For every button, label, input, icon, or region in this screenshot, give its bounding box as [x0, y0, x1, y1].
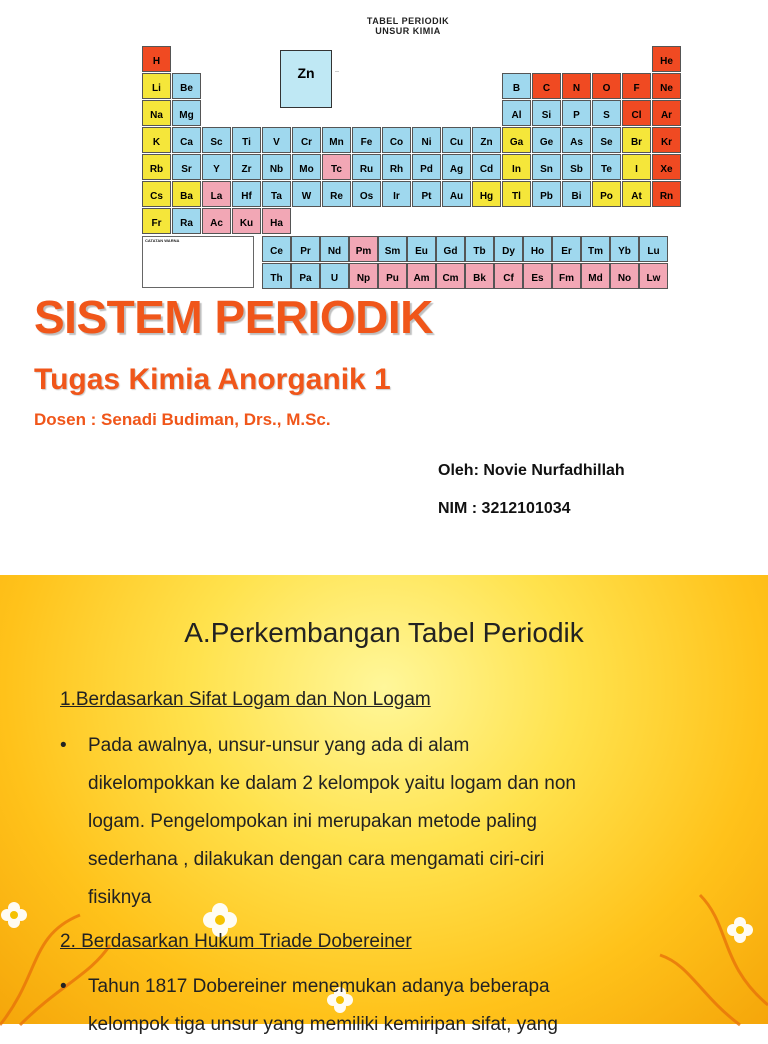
- author-line: Oleh: Novie Nurfadhillah: [438, 462, 625, 479]
- element-cell-zn: Zn: [472, 127, 501, 153]
- element-cell-se: Se: [592, 127, 621, 153]
- bullet-2-line-2: kelompok tiga unsur yang memiliki kemiripan sifat, yang: [88, 1014, 558, 1035]
- element-cell-rn: Rn: [652, 181, 681, 207]
- element-cell-tm: Tm: [581, 236, 610, 262]
- element-cell-ge: Ge: [532, 127, 561, 153]
- element-cell-nd: Nd: [320, 236, 349, 262]
- element-cell-pa: Pa: [291, 263, 320, 289]
- element-cell-y: Y: [202, 154, 231, 180]
- element-cell-ha: Ha: [262, 208, 291, 234]
- element-cell-ar: Ar: [652, 100, 681, 126]
- bullet-2: [60, 968, 720, 1044]
- element-cell-np: Np: [349, 263, 378, 289]
- element-cell-pd: Pd: [412, 154, 441, 180]
- element-cell-ca: Ca: [172, 127, 201, 153]
- element-cell-lu: Lu: [639, 236, 668, 262]
- element-cell-tb: Tb: [465, 236, 494, 262]
- element-cell-sc: Sc: [202, 127, 231, 153]
- element-cell-ga: Ga: [502, 127, 531, 153]
- element-cell-no: No: [610, 263, 639, 289]
- element-cell-cu: Cu: [442, 127, 471, 153]
- element-cell-rh: Rh: [382, 154, 411, 180]
- element-cell-ba: Ba: [172, 181, 201, 207]
- element-cell-v: V: [262, 127, 291, 153]
- element-cell-cd: Cd: [472, 154, 501, 180]
- element-cell-ni: Ni: [412, 127, 441, 153]
- element-cell-lw: Lw: [639, 263, 668, 289]
- bullet-1-line-4: sederhana , dilakukan dengan cara mengamati ciri-ciri: [88, 849, 545, 870]
- section-1-heading: 1.Berdasarkan Sifat Logam dan Non Logam: [60, 689, 431, 710]
- element-cell-o: O: [592, 73, 621, 99]
- element-cell-k: K: [142, 127, 171, 153]
- content-slide: [0, 575, 768, 1035]
- element-cell-te: Te: [592, 154, 621, 180]
- element-cell-ag: Ag: [442, 154, 471, 180]
- element-cell-zr: Zr: [232, 154, 261, 180]
- element-cell-tl: Tl: [502, 181, 531, 207]
- element-cell-h: H: [142, 46, 171, 72]
- element-cell-li: Li: [142, 73, 171, 99]
- element-cell-dy: Dy: [494, 236, 523, 262]
- element-cell-au: Au: [442, 181, 471, 207]
- element-cell-hf: Hf: [232, 181, 261, 207]
- slide-title: SISTEM PERIODIK: [34, 291, 433, 343]
- section-2-heading: 2. Berdasarkan Hukum Triade Dobereiner: [60, 931, 412, 952]
- element-cell-xe: Xe: [652, 154, 681, 180]
- bullet-1-line-3: logam. Pengelompokan ini merupakan metode paling: [88, 811, 537, 832]
- element-cell-os: Os: [352, 181, 381, 207]
- element-cell-cl: Cl: [622, 100, 651, 126]
- element-cell-he: He: [652, 46, 681, 72]
- element-cell-cm: Cm: [436, 263, 465, 289]
- nim-line: NIM : 3212101034: [438, 500, 571, 517]
- element-cell-la: La: [202, 181, 231, 207]
- element-cell-kr: Kr: [652, 127, 681, 153]
- element-cell-ac: Ac: [202, 208, 231, 234]
- element-cell-b: B: [502, 73, 531, 99]
- element-cell-tc: Tc: [322, 154, 351, 180]
- bullet-1: [60, 727, 720, 917]
- bullet-dot: •: [60, 735, 67, 756]
- element-cell-in: In: [502, 154, 531, 180]
- element-cell-sb: Sb: [562, 154, 591, 180]
- element-cell-cf: Cf: [494, 263, 523, 289]
- highlight-element-symbol: Zn: [297, 65, 315, 81]
- element-cell-es: Es: [523, 263, 552, 289]
- element-cell-f: F: [622, 73, 651, 99]
- element-cell-cr: Cr: [292, 127, 321, 153]
- element-cell-ne: Ne: [652, 73, 681, 99]
- element-cell-sn: Sn: [532, 154, 561, 180]
- element-cell-gd: Gd: [436, 236, 465, 262]
- element-cell-hg: Hg: [472, 181, 501, 207]
- element-cell-sr: Sr: [172, 154, 201, 180]
- element-cell-md: Md: [581, 263, 610, 289]
- element-cell-fm: Fm: [552, 263, 581, 289]
- element-cell-na: Na: [142, 100, 171, 126]
- element-cell-pb: Pb: [532, 181, 561, 207]
- element-cell-co: Co: [382, 127, 411, 153]
- element-cell-pu: Pu: [378, 263, 407, 289]
- bullet-2-line-1: Tahun 1817 Dobereiner menemukan adanya beberapa: [88, 976, 550, 997]
- element-cell-mo: Mo: [292, 154, 321, 180]
- bullet-1-line-1: Pada awalnya, unsur-unsur yang ada di alam: [88, 735, 470, 756]
- element-cell-pr: Pr: [291, 236, 320, 262]
- color-legend: [142, 236, 254, 288]
- element-cell-si: Si: [532, 100, 561, 126]
- element-cell-u: U: [320, 263, 349, 289]
- element-cell-at: At: [622, 181, 651, 207]
- highlight-element-box: [280, 50, 332, 108]
- element-cell-ho: Ho: [523, 236, 552, 262]
- color-legend-title: CATATAN WARNA: [145, 238, 180, 243]
- element-cell-ti: Ti: [232, 127, 261, 153]
- element-cell-bi: Bi: [562, 181, 591, 207]
- periodic-table-image: TABEL PERIODIK UNSUR KIMIA Zn — CATATAN WARNA H He Li Be B C N O F Ne Na Mg Al Si P S Cl Ar K Ca Sc Ti V Cr Mn Fe Co Ni Cu Zn Ga Ge As Se Br Kr Rb Sr Y Zr Nb Mo Tc Ru Rh Pd Ag Cd In Sn Sb Te I Xe Cs Ba La Hf Ta W Re Os Ir Pt Au Hg Tl Pb Bi Po At Rn Fr Ra Ac Ku Ha Ce Pr Nd Pm Sm Eu Gd Tb Dy Ho Er Tm Yb Lu Th Pa U Np Pu Am Cm Bk Cf Es Fm Md No Lw: [130, 8, 686, 288]
- element-cell-ra: Ra: [172, 208, 201, 234]
- element-cell-br: Br: [622, 127, 651, 153]
- bullet-dot: •: [60, 976, 67, 997]
- element-cell-s: S: [592, 100, 621, 126]
- element-cell-al: Al: [502, 100, 531, 126]
- element-cell-c: C: [532, 73, 561, 99]
- element-cell-eu: Eu: [407, 236, 436, 262]
- content-heading: A.Perkembangan Tabel Periodik: [184, 617, 584, 648]
- element-cell-be: Be: [172, 73, 201, 99]
- element-cell-po: Po: [592, 181, 621, 207]
- element-cell-fr: Fr: [142, 208, 171, 234]
- element-cell-ru: Ru: [352, 154, 381, 180]
- element-cell-am: Am: [407, 263, 436, 289]
- element-cell-fe: Fe: [352, 127, 381, 153]
- bullet-1-line-5: fisiknya: [88, 887, 152, 908]
- bullet-1-line-2: dikelompokkan ke dalam 2 kelompok yaitu logam dan non: [88, 773, 576, 794]
- element-cell-ir: Ir: [382, 181, 411, 207]
- element-cell-rb: Rb: [142, 154, 171, 180]
- element-cell-yb: Yb: [610, 236, 639, 262]
- element-cell-p: P: [562, 100, 591, 126]
- element-cell-er: Er: [552, 236, 581, 262]
- element-cell-nb: Nb: [262, 154, 291, 180]
- element-cell-n: N: [562, 73, 591, 99]
- periodic-table-title: TABEL PERIODIK: [366, 16, 450, 26]
- periodic-table-subtitle: UNSUR KIMIA: [375, 26, 441, 36]
- element-cell-as: As: [562, 127, 591, 153]
- element-cell-ta: Ta: [262, 181, 291, 207]
- slide-subtitle: Tugas Kimia Anorganik 1: [34, 363, 391, 396]
- element-cell-bk: Bk: [465, 263, 494, 289]
- lecturer-line: Dosen : Senadi Budiman, Drs., M.Sc.: [34, 410, 331, 429]
- element-cell-ku: Ku: [232, 208, 261, 234]
- element-cell-cs: Cs: [142, 181, 171, 207]
- element-cell-mg: Mg: [172, 100, 201, 126]
- element-cell-re: Re: [322, 181, 351, 207]
- element-cell-ce: Ce: [262, 236, 291, 262]
- element-cell-sm: Sm: [378, 236, 407, 262]
- element-cell-pt: Pt: [412, 181, 441, 207]
- element-cell-mn: Mn: [322, 127, 351, 153]
- element-cell-th: Th: [262, 263, 291, 289]
- element-cell-pm: Pm: [349, 236, 378, 262]
- element-cell-i: I: [622, 154, 651, 180]
- element-cell-w: W: [292, 181, 321, 207]
